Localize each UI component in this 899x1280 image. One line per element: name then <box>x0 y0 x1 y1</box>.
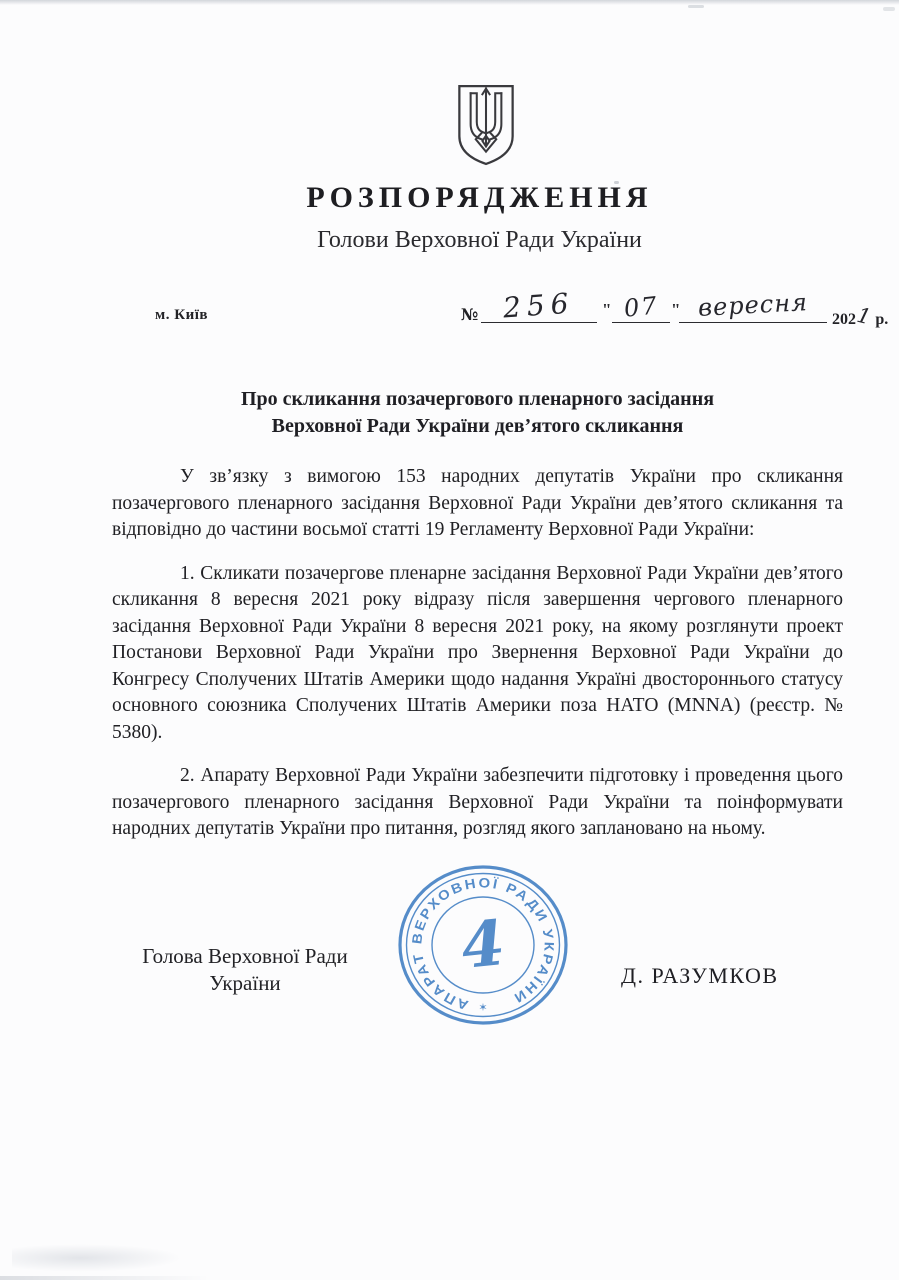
document-title: РОЗПОРЯДЖЕННЯ <box>306 181 653 214</box>
dateline-number-underline <box>481 286 597 325</box>
subject-line-2: Верховної Ради України дев’ятого скликання <box>271 415 684 437</box>
dateline-quote-close: " <box>671 300 681 319</box>
signatory-position-line-2: України <box>209 971 281 995</box>
handwritten-document-number: 256 <box>502 286 576 325</box>
paragraph-item-2: 2. Апарату Верховної Ради України забезпечити підготовку і проведення цього позачергового пленарного засідання Верховної Ради України та поінформувати народних депутатів України про питання, розгляд якого заплановано на ньому. <box>112 765 843 839</box>
handwritten-day: 07 <box>622 291 660 323</box>
stamp-ring-text: АПАРАТ ВЕРХОВНОЇ РАДИ УКРАЇНИ <box>409 875 557 1013</box>
scan-smudge <box>12 1244 182 1272</box>
scan-speck <box>688 5 704 8</box>
dateline-place: м. Київ <box>155 307 209 323</box>
scan-edge-top <box>0 0 899 5</box>
subject-heading <box>112 386 843 440</box>
document-body <box>112 464 843 860</box>
paragraph-item-1: 1. Скликати позачергове пленарне засідання Верховної Ради України дев’ятого скликання 8 вересня 2021 року відразу після завершення чергового пленарного засідання Верховної Ради України 8 вересня 2021 року, на якому розглянути проект Постанови Верховної Ради України про Звернення Верховної Ради України до Конгресу Сполучених Штатів Америки щодо надання Україні двостороннього статусу основного союзника Сполучених Штатів Америки поза НАТО (MNNA) (реєстр. № 5380). <box>112 562 843 743</box>
dateline-quote-open: " <box>602 300 612 319</box>
stamp-star-icon: ✶ <box>478 1002 488 1014</box>
paragraph-preamble: У зв’язку з вимогою 153 народних депутатів України про скликання позачергового пленарного засідання Верховної Ради України дев’ятого скликання та відповідно до частини восьмої статті 19 Регламенту Верховної Ради України: <box>112 466 843 540</box>
signatory-position-line-1: Голова Верховної Ради <box>142 944 348 968</box>
stamp-center-number: 4 <box>457 905 509 984</box>
official-round-stamp <box>397 865 569 1027</box>
dateline-day-underline <box>612 292 670 323</box>
handwritten-year-digit: 1 <box>854 302 874 330</box>
subject-line-1: Про скликання позачергового пленарного засідання <box>240 388 715 410</box>
coat-of-arms-ukraine-trident-icon <box>455 83 517 167</box>
dateline-month-underline <box>679 289 827 323</box>
document-subtitle: Голови Верховної Ради України <box>317 227 642 253</box>
dateline-year <box>832 302 889 330</box>
signatory-name: Д. РАЗУМКОВ <box>621 963 779 988</box>
scan-speck <box>883 7 895 11</box>
dateline-number-sign: № <box>461 305 479 324</box>
handwritten-month: вересня <box>697 288 809 322</box>
signatory-position <box>132 943 358 997</box>
year-printed: 202 <box>832 311 856 328</box>
scan-edge-bottom <box>0 1276 210 1280</box>
year-suffix: р. <box>875 311 889 328</box>
